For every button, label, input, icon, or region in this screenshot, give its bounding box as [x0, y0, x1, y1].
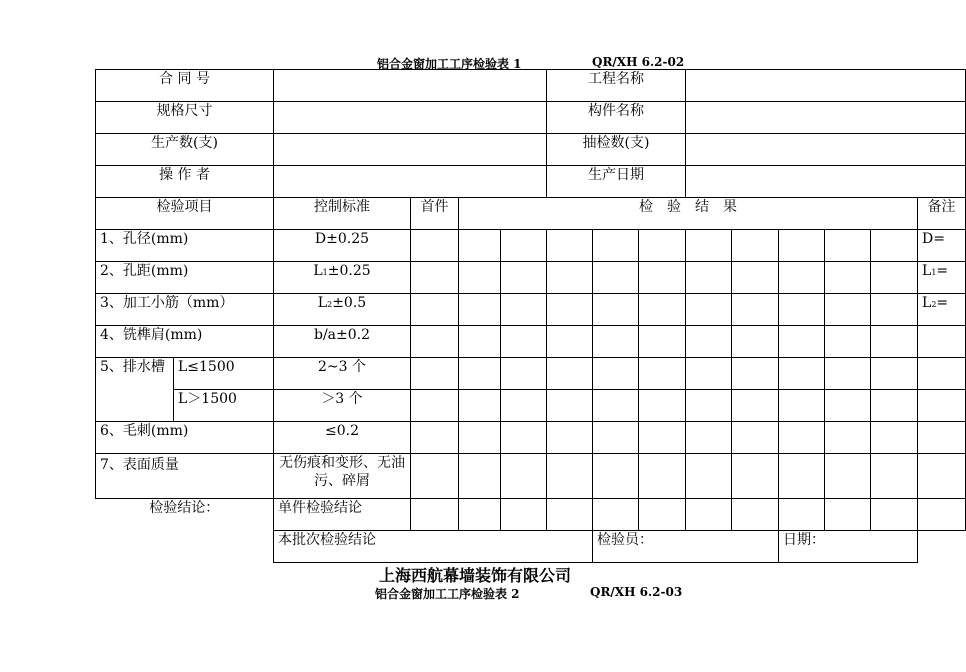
result-cell[interactable] [459, 294, 501, 326]
conclusion-row-single [96, 499, 966, 531]
table-row [96, 454, 966, 499]
result-cell[interactable] [779, 390, 825, 422]
result-cell[interactable] [593, 390, 639, 422]
item-label: 7、表面质量 [96, 454, 274, 499]
result-cell[interactable] [501, 262, 547, 294]
item-label: 3、加工小筋（mm） [96, 294, 274, 326]
info-row-operator [96, 166, 966, 198]
condition-label: L＞1500 [174, 390, 274, 422]
result-cell[interactable] [686, 390, 732, 422]
result-cell[interactable] [871, 294, 918, 326]
result-cell[interactable] [871, 262, 918, 294]
table-row [96, 358, 966, 390]
result-cell[interactable] [825, 294, 871, 326]
inspection-table [95, 69, 966, 563]
result-cell[interactable] [547, 390, 593, 422]
standard-value: L1±0.25 [274, 262, 411, 294]
result-cell[interactable] [825, 390, 871, 422]
conclusion-label: 检验结论： [96, 499, 274, 563]
result-cell[interactable] [547, 358, 593, 390]
result-cell[interactable] [593, 230, 639, 262]
production-qty-label: 生产数(支) [96, 134, 274, 166]
remark-cell[interactable] [918, 422, 966, 454]
col-standard-header: 控制标准 [274, 198, 411, 230]
result-cell[interactable] [501, 326, 547, 358]
first-cell[interactable] [411, 454, 459, 499]
first-cell[interactable] [411, 230, 459, 262]
first-cell[interactable] [411, 294, 459, 326]
result-cell[interactable] [825, 454, 871, 499]
item-label: 5、排水槽 [96, 358, 174, 422]
info-row-qty [96, 134, 966, 166]
result-cell[interactable] [547, 422, 593, 454]
result-cell[interactable] [593, 358, 639, 390]
result-cell[interactable] [639, 262, 686, 294]
result-cell[interactable] [732, 454, 779, 499]
result-cell[interactable] [639, 294, 686, 326]
standard-value: b/a±0.2 [274, 326, 411, 358]
result-cell[interactable] [825, 499, 871, 531]
item-label: 1、孔径(mm) [96, 230, 274, 262]
date-field[interactable]: 日期： [779, 531, 918, 563]
result-cell[interactable] [593, 454, 639, 499]
remark-cell[interactable] [918, 499, 966, 531]
result-cell[interactable] [547, 326, 593, 358]
result-cell[interactable] [871, 358, 918, 390]
result-cell[interactable] [732, 326, 779, 358]
remark-cell[interactable] [918, 390, 966, 422]
result-cell[interactable] [547, 262, 593, 294]
table-row [96, 390, 966, 422]
result-cell[interactable] [732, 262, 779, 294]
result-cell[interactable] [871, 230, 918, 262]
result-cell[interactable] [686, 454, 732, 499]
result-cell[interactable] [871, 390, 918, 422]
result-cell[interactable] [779, 262, 825, 294]
standard-value: D±0.25 [274, 230, 411, 262]
result-cell[interactable] [501, 294, 547, 326]
result-cell[interactable] [501, 454, 547, 499]
result-cell[interactable] [547, 454, 593, 499]
result-cell[interactable] [593, 422, 639, 454]
contract-no-value[interactable] [274, 70, 547, 102]
operator-label: 操 作 者 [96, 166, 274, 198]
standard-value: L2±0.5 [274, 294, 411, 326]
first-cell[interactable] [411, 358, 459, 390]
first-cell[interactable] [411, 262, 459, 294]
company-name: 上海西航幕墙装饰有限公司 [378, 566, 571, 585]
col-remark-header: 备注 [918, 198, 966, 230]
operator-value[interactable] [274, 166, 547, 198]
result-cell[interactable] [825, 262, 871, 294]
standard-value: ≤0.2 [274, 422, 411, 454]
standard-value: 2~3 个 [274, 358, 411, 390]
remark-value: L1= [918, 262, 966, 294]
result-cell[interactable] [825, 230, 871, 262]
result-cell[interactable] [501, 422, 547, 454]
result-cell[interactable] [732, 422, 779, 454]
table-row [96, 262, 966, 294]
standard-value: 无伤痕和变形、无油污、碎屑 [274, 454, 411, 499]
result-cell[interactable] [639, 358, 686, 390]
result-cell[interactable] [459, 262, 501, 294]
result-cell[interactable] [501, 499, 547, 531]
contract-no-label: 合 同 号 [96, 70, 274, 102]
form-title-2: 铝合金窗加工工序检验表 2 [375, 587, 520, 601]
result-cell[interactable] [501, 390, 547, 422]
result-cell[interactable] [779, 358, 825, 390]
result-cell[interactable] [639, 454, 686, 499]
col-results-header: 检 验 结 果 [459, 198, 918, 230]
batch-conclusion-label: 本批次检验结论 [274, 531, 593, 563]
result-cell[interactable] [871, 422, 918, 454]
inspector-field[interactable]: 检验员： [593, 531, 779, 563]
result-cell[interactable] [825, 358, 871, 390]
production-date-value[interactable] [686, 166, 966, 198]
sample-qty-value[interactable] [686, 134, 966, 166]
project-name-label: 工程名称 [547, 70, 686, 102]
sample-qty-label: 抽检数(支) [547, 134, 686, 166]
result-cell[interactable] [639, 499, 686, 531]
result-cell[interactable] [686, 326, 732, 358]
result-cell[interactable] [639, 390, 686, 422]
info-row-contract [96, 70, 966, 102]
result-cell[interactable] [459, 326, 501, 358]
result-cell[interactable] [732, 230, 779, 262]
result-cell[interactable] [686, 499, 732, 531]
production-date-label: 生产日期 [547, 166, 686, 198]
result-cell[interactable] [501, 358, 547, 390]
result-cell[interactable] [459, 358, 501, 390]
result-cell[interactable] [825, 326, 871, 358]
first-cell[interactable] [411, 422, 459, 454]
item-label: 4、铣榫肩(mm) [96, 326, 274, 358]
item-label: 6、毛刺(mm) [96, 422, 274, 454]
column-header-row [96, 198, 966, 230]
component-name-value[interactable] [686, 102, 966, 134]
result-cell[interactable] [593, 326, 639, 358]
result-cell[interactable] [547, 294, 593, 326]
result-cell[interactable] [871, 326, 918, 358]
project-name-value[interactable] [686, 70, 966, 102]
info-row-spec [96, 102, 966, 134]
table-row [96, 230, 966, 262]
result-cell[interactable] [547, 230, 593, 262]
result-cell[interactable] [779, 454, 825, 499]
item-label: 2、孔距(mm) [96, 262, 274, 294]
form-code: QR/XH 6.2-02 [592, 55, 685, 69]
table-row [96, 294, 966, 326]
result-cell[interactable] [732, 358, 779, 390]
result-cell[interactable] [779, 422, 825, 454]
first-cell[interactable] [411, 326, 459, 358]
result-cell[interactable] [593, 294, 639, 326]
result-cell[interactable] [871, 454, 918, 499]
table-row [96, 326, 966, 358]
remark-value: D= [918, 230, 966, 262]
remark-cell[interactable] [918, 358, 966, 390]
result-cell[interactable] [459, 499, 501, 531]
result-cell[interactable] [459, 454, 501, 499]
result-cell[interactable] [459, 230, 501, 262]
result-cell[interactable] [686, 262, 732, 294]
result-cell[interactable] [686, 422, 732, 454]
result-cell[interactable] [732, 294, 779, 326]
result-cell[interactable] [779, 326, 825, 358]
result-cell[interactable] [593, 262, 639, 294]
remark-value: L2= [918, 294, 966, 326]
result-cell[interactable] [639, 230, 686, 262]
result-cell[interactable] [547, 499, 593, 531]
production-qty-value[interactable] [274, 134, 547, 166]
result-cell[interactable] [686, 230, 732, 262]
single-conclusion-label: 单件检验结论 [274, 499, 411, 531]
col-first-header: 首件 [411, 198, 459, 230]
result-cell[interactable] [871, 499, 918, 531]
result-cell[interactable] [732, 499, 779, 531]
result-cell[interactable] [459, 390, 501, 422]
form-title: 铝合金窗加工工序检验表 1 [377, 57, 522, 71]
result-cell[interactable] [686, 294, 732, 326]
table-row [96, 422, 966, 454]
result-cell[interactable] [732, 390, 779, 422]
component-name-label: 构件名称 [547, 102, 686, 134]
first-cell[interactable] [411, 390, 459, 422]
result-cell[interactable] [825, 422, 871, 454]
result-cell[interactable] [639, 326, 686, 358]
form-code-2: QR/XH 6.2-03 [590, 585, 683, 599]
spec-size-value[interactable] [274, 102, 547, 134]
standard-value: ＞3 个 [274, 390, 411, 422]
condition-label: L≤1500 [174, 358, 274, 390]
result-cell[interactable] [639, 422, 686, 454]
result-cell[interactable] [779, 499, 825, 531]
result-cell[interactable] [779, 294, 825, 326]
remark-cell[interactable] [918, 454, 966, 499]
result-cell[interactable] [779, 230, 825, 262]
result-cell[interactable] [501, 230, 547, 262]
col-item-header: 检验项目 [96, 198, 274, 230]
first-cell[interactable] [411, 499, 459, 531]
result-cell[interactable] [686, 358, 732, 390]
remark-cell[interactable] [918, 326, 966, 358]
spec-size-label: 规格尺寸 [96, 102, 274, 134]
result-cell[interactable] [593, 499, 639, 531]
result-cell[interactable] [459, 422, 501, 454]
